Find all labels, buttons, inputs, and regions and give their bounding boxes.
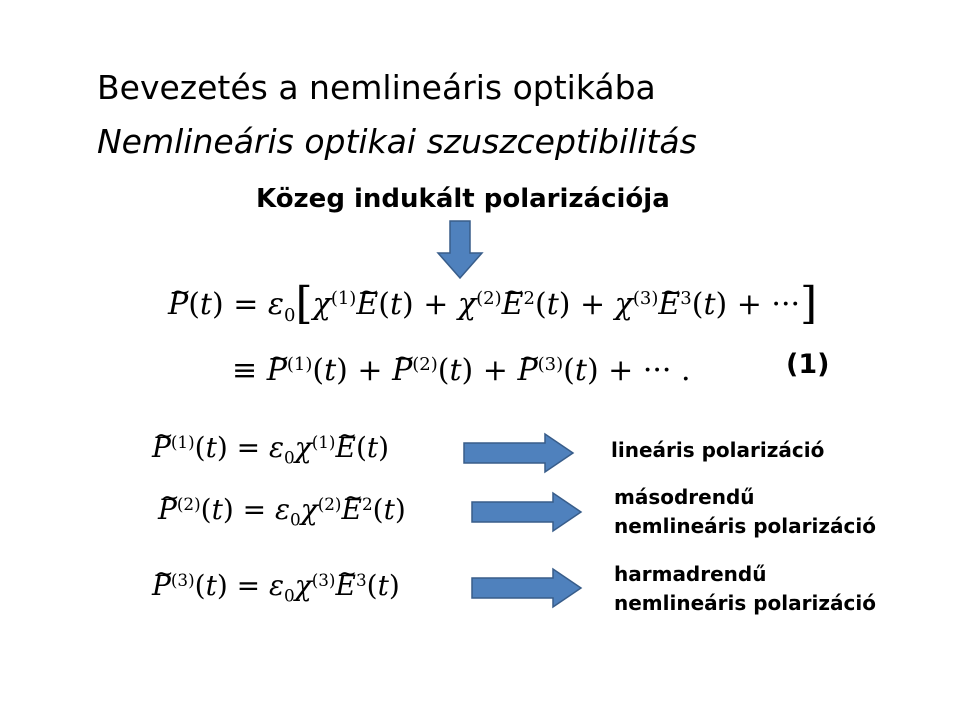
right-arrow-icon: [471, 492, 583, 532]
term-3-label-line-1: harmadrendű: [614, 562, 767, 586]
right-arrow-shape: [472, 493, 581, 531]
right-arrow-icon: [463, 433, 575, 473]
main-equation-line-2: ≡ ~ $P^{(1)}(t)$ + ~ $P^{(2)}(t)$ + ~ $P^{(3)}(t)$ + ··· .: [232, 349, 691, 393]
term-2-label: [614, 483, 876, 541]
term-1-label-line: lineáris polarizáció: [611, 438, 825, 462]
right-arrow-icon: [471, 568, 583, 608]
term-2-label-line-2: nemlineáris polarizáció: [614, 514, 876, 538]
term-3-label-line-2: nemlineáris polarizáció: [614, 591, 876, 615]
term-3-label: [614, 560, 876, 618]
slide-subtitle: Nemlineáris optikai szuszceptibilitás: [97, 122, 697, 161]
right-arrow-shape: [464, 434, 573, 472]
main-equation-line-1: ~ $P(t) = \varepsilon_0[\chi^{(1)}\sim$ $E(t) + \chi^{(2)}\sim$ $E^2(t)$ + $\chi^{(3)}\sim$ $E^3(t)$ + ···]: [168, 282, 817, 338]
equation-term-3: ~ $P^{(3)}(t)$ = $\varepsilon_0\chi^{(3)}\sim$ $E^3(t)$: [152, 566, 400, 616]
equation-term-1: ~ $P^{(1)}(t)$ = $\varepsilon_0\chi^{(1)}\sim$ E(t): [152, 428, 389, 478]
down-arrow-icon: [437, 220, 483, 280]
term-1-label: [611, 436, 824, 465]
down-arrow-shape: [438, 221, 482, 278]
section-heading: Közeg indukált polarizációja: [256, 184, 670, 214]
slide-title: Bevezetés a nemlineáris optikába: [97, 68, 656, 107]
equation-number: (1): [786, 349, 830, 380]
term-2-label-line-1: másodrendű: [614, 485, 755, 509]
right-arrow-shape: [472, 569, 581, 607]
equation-term-2: ~ $P^{(2)}(t)$ = $\varepsilon_0\chi^{(2)}\sim$ $E^2(t)$: [158, 490, 406, 540]
